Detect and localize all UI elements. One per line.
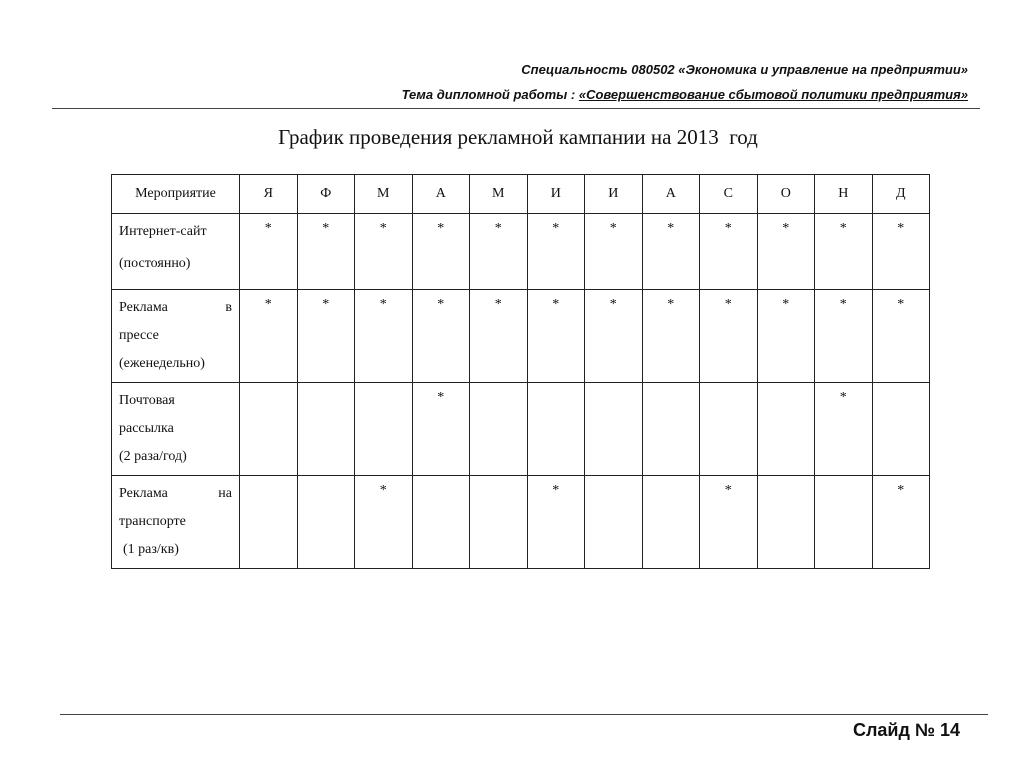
event-line: транспорте [119,514,186,529]
event-word: в [225,300,232,315]
schedule-mark: * [355,476,413,569]
event-line: Интернет-сайт [119,224,207,239]
month-header: А [412,175,470,214]
schedule-mark: * [700,214,758,290]
schedule-mark: * [872,290,930,383]
schedule-mark [757,383,815,476]
schedule-mark [412,476,470,569]
month-header: Д [872,175,930,214]
schedule-mark: * [470,290,528,383]
schedule-mark: * [470,214,528,290]
schedule-mark [297,383,355,476]
schedule-mark: * [412,383,470,476]
event-line [119,480,232,508]
event-word: на [218,486,232,501]
event-line: прессе [119,328,159,343]
table-row [112,290,930,383]
schedule-mark [470,383,528,476]
schedule-mark: * [297,214,355,290]
schedule-mark: * [412,214,470,290]
schedule-mark: * [642,214,700,290]
event-cell [112,290,240,383]
event-line: Почтовая [119,393,175,408]
event-line: рассылка [119,421,174,436]
schedule-mark: * [527,214,585,290]
schedule-mark: * [757,214,815,290]
thesis-topic-line [402,87,968,102]
schedule-mark: * [815,214,873,290]
event-column-header: Мероприятие [112,175,240,214]
schedule-mark [240,476,298,569]
month-header: Я [240,175,298,214]
header-divider [52,108,980,109]
table-row [112,214,930,290]
schedule-mark: * [642,290,700,383]
footer-divider [60,714,988,715]
month-header: Ф [297,175,355,214]
schedule-mark: * [757,290,815,383]
schedule-mark [585,383,643,476]
schedule-mark [642,383,700,476]
month-header: Н [815,175,873,214]
schedule-mark: * [872,476,930,569]
event-word: Реклама [119,486,168,501]
schedule-mark [240,383,298,476]
event-line: (постоянно) [119,256,191,271]
schedule-mark: * [527,476,585,569]
schedule-mark [470,476,528,569]
month-header: М [470,175,528,214]
page-title: График проведения рекламной кампании на 2013 год [278,125,758,149]
month-header: И [585,175,643,214]
event-line [119,294,232,322]
event-cell [112,476,240,569]
schedule-mark: * [700,476,758,569]
table-row [112,476,930,569]
month-header: С [700,175,758,214]
schedule-mark: * [700,290,758,383]
slide-number: Слайд № 14 [852,720,960,740]
thesis-topic: «Совершенствование сбытовой политики предприятия» [578,87,968,102]
schedule-mark: * [815,290,873,383]
schedule-mark: * [240,290,298,383]
schedule-mark: * [355,214,413,290]
event-cell [112,214,240,290]
schedule-mark [815,476,873,569]
month-header: И [527,175,585,214]
specialty-line: Специальность 080502 «Экономика и управление на предприятии» [521,62,968,77]
schedule-mark [585,476,643,569]
schedule-mark [872,383,930,476]
schedule-mark [355,383,413,476]
month-header: А [642,175,700,214]
schedule-mark [527,383,585,476]
thesis-prefix: Тема дипломной работы : [401,87,579,102]
event-line: (2 раза/год) [119,449,187,464]
schedule-mark [700,383,758,476]
schedule-mark: * [585,290,643,383]
schedule-mark: * [872,214,930,290]
schedule-mark: * [297,290,355,383]
month-header: О [757,175,815,214]
schedule-mark: * [815,383,873,476]
schedule-mark: * [355,290,413,383]
schedule-mark [757,476,815,569]
table-row [112,383,930,476]
schedule-mark [642,476,700,569]
schedule-mark: * [240,214,298,290]
schedule-mark: * [412,290,470,383]
table-header-row [112,175,930,214]
schedule-mark: * [585,214,643,290]
schedule-mark: * [527,290,585,383]
month-header: М [355,175,413,214]
campaign-schedule-table [111,174,930,569]
event-cell [112,383,240,476]
event-word: Реклама [119,300,168,315]
event-line: (еженедельно) [119,356,205,371]
event-line: (1 раз/кв) [123,542,179,557]
schedule-mark [297,476,355,569]
